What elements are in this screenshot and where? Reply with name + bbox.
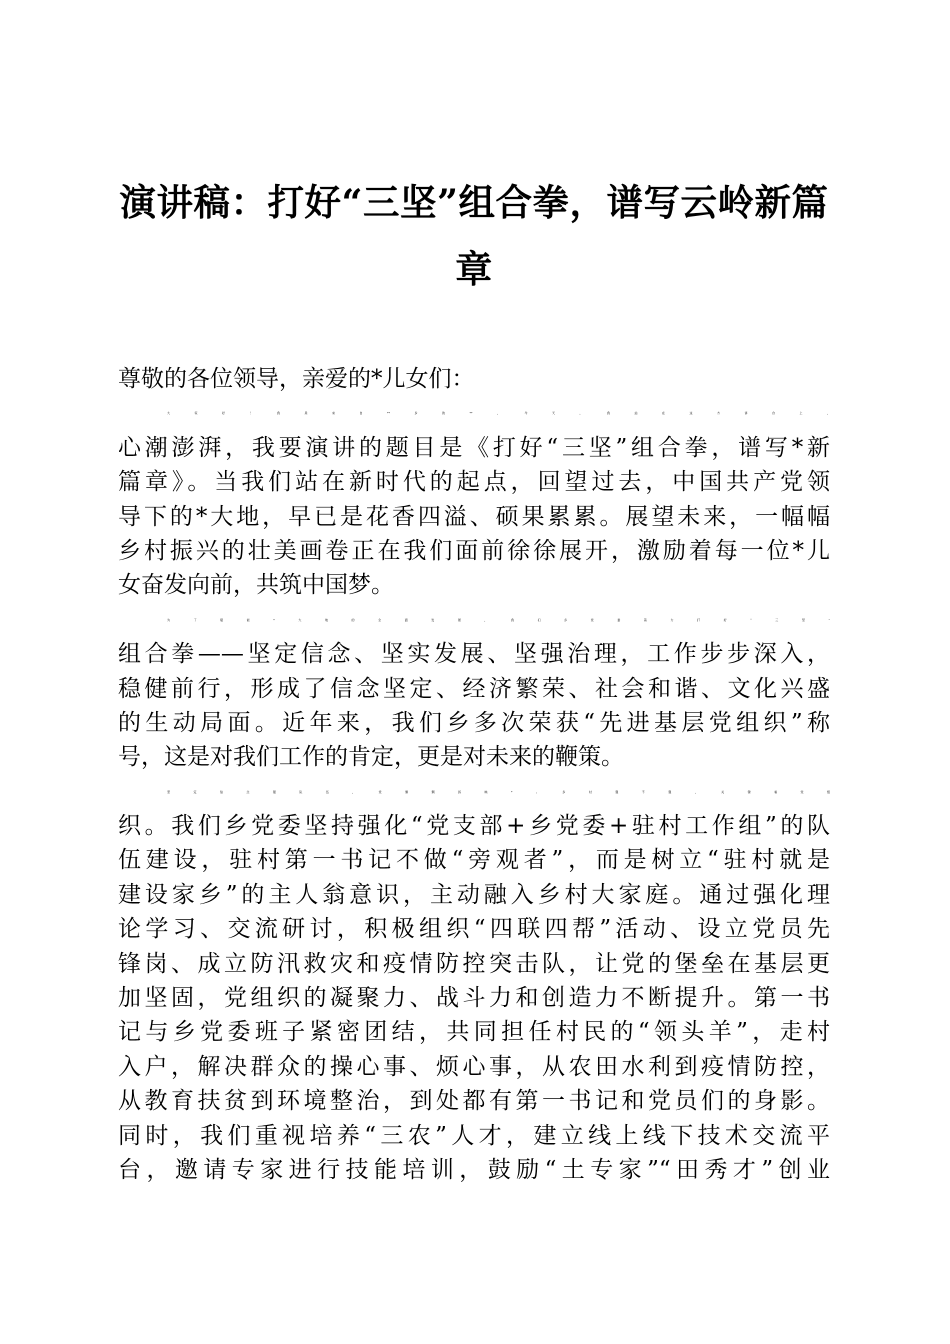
body-text-line: 从教育扶贫到环境整治，到处都有第一书记和党员们的身影。 bbox=[118, 1088, 830, 1115]
document-body bbox=[118, 362, 830, 1187]
body-text-line: 织。我们乡党委坚持强化“党支部+乡党委+驻村工作组”的队 bbox=[118, 813, 830, 840]
body-text-line: 大家好！我是来自**乡的**，今天，我站在这方讲台上， bbox=[167, 411, 830, 416]
body-text-line: 伍建设，驻村第一书记不做“旁观者”，而是树立“驻村就是 bbox=[118, 847, 830, 874]
body-text-line: 心潮澎湃，我要演讲的题目是《打好“三坚”组合拳，谱写*新 bbox=[118, 434, 830, 461]
body-text-line: 锋岗、成立防汛救灾和疫情防控突击队，让党的堡垒在基层更 bbox=[118, 950, 830, 977]
body-text-line: 为了赋能*大地的全面发展，我们乡党委着力打好“三坚” bbox=[167, 617, 830, 622]
body-text-line: 导下的*大地，早已是花香四溢、硕果累累。展望未来，一幅幅 bbox=[118, 503, 830, 530]
body-text-line: 尊敬的各位领导，亲爱的*儿女们： bbox=[118, 366, 475, 392]
body-text-line: 号，这是对我们工作的肯定，更是对未来的鞭策。 bbox=[118, 744, 624, 771]
document-title bbox=[118, 170, 830, 302]
title-line-2: 章 bbox=[455, 247, 493, 291]
title-line-1: 演讲稿：打好“三坚”组合拳，谱写云岭新篇 bbox=[119, 181, 829, 224]
body-text-line: 记与乡党委班子紧密团结，共同担任村民的“领头羊”，走村 bbox=[118, 1019, 830, 1046]
body-text-line: 加坚固，党组织的凝聚力、战斗力和创造力不断提升。第一书 bbox=[118, 985, 830, 1012]
body-text-line: 坚定信念强队伍，党旗飘扬映*。乡村强不强，关键看党组 bbox=[167, 789, 830, 794]
body-text-line: 同时，我们重视培养“三农”人才，建立线上线下技术交流平 bbox=[118, 1122, 830, 1149]
body-text-line: 组合拳——坚定信念、坚实发展、坚强治理，工作步步深入， bbox=[118, 641, 830, 668]
body-text-line: 台，邀请专家进行技能培训，鼓励“土专家”“田秀才”创业 bbox=[118, 1156, 830, 1183]
body-text-line: 女奋发向前，共筑中国梦。 bbox=[118, 572, 394, 599]
body-text-line: 建设家乡”的主人翁意识，主动融入乡村大家庭。通过强化理 bbox=[118, 881, 830, 908]
body-text-line: 篇章》。当我们站在新时代的起点，回望过去，中国共产党领 bbox=[118, 469, 830, 496]
body-text-line: 稳健前行，形成了信念坚定、经济繁荣、社会和谐、文化兴盛 bbox=[118, 675, 830, 702]
body-text-line: 乡村振兴的壮美画卷正在我们面前徐徐展开，激励着每一位*儿 bbox=[118, 537, 830, 564]
body-text-line: 的生动局面。近年来，我们乡多次荣获“先进基层党组织”称 bbox=[118, 709, 830, 736]
body-text-line: 论学习、交流研讨，积极组织“四联四帮”活动、设立党员先 bbox=[118, 916, 830, 943]
body-text-line: 入户，解决群众的操心事、烦心事，从农田水利到疫情防控， bbox=[118, 1053, 830, 1080]
